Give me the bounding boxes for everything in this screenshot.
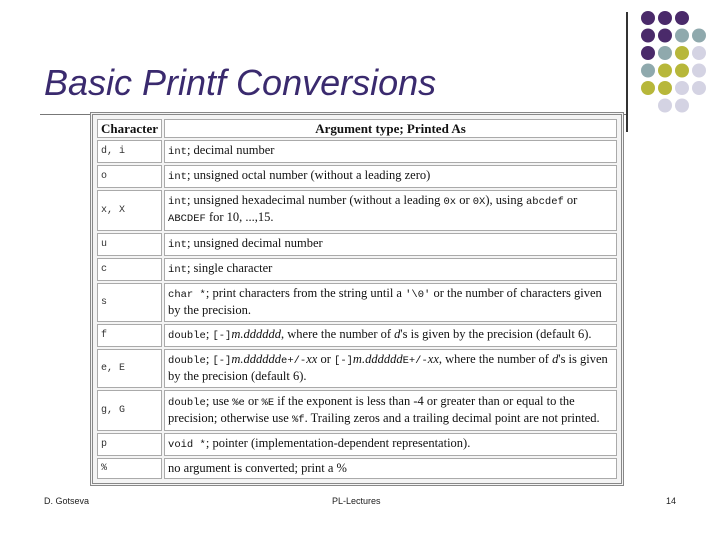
conversion-description <box>164 190 617 231</box>
conversion-character: d, i <box>97 140 162 163</box>
description-segment: or <box>456 193 473 208</box>
description-segment: 's is given by the precision (default 6). <box>168 352 608 384</box>
description-segment: d <box>394 326 401 341</box>
conversion-description <box>164 390 617 431</box>
table-row <box>97 140 617 163</box>
description-segment: ABCDEF <box>168 213 206 226</box>
decorative-dot <box>675 81 689 95</box>
description-segment: ; decimal number <box>186 142 275 157</box>
decorative-dot <box>658 64 672 78</box>
table-header-row <box>97 119 617 138</box>
description-segment: ; single character <box>186 260 273 275</box>
description-segment: , where the number of <box>438 352 553 367</box>
decorative-dot <box>675 64 689 78</box>
table-row <box>97 283 617 322</box>
decorative-dot <box>641 29 655 43</box>
decorative-dot <box>641 64 655 78</box>
description-segment: ; unsigned octal number (without a leading zero) <box>186 167 431 182</box>
conversion-character: % <box>97 458 162 479</box>
page-title: Basic Printf Conversions <box>44 62 437 103</box>
description-segment: if the exponent is less than -4 or greater than or equal to the precision; otherwise use <box>168 393 575 425</box>
footer-course: PL-Lectures <box>332 496 381 506</box>
description-segment: e+/- <box>281 355 307 368</box>
description-segment: double <box>168 329 206 342</box>
table-row <box>97 324 617 347</box>
description-segment: 0X <box>472 196 486 209</box>
decorative-dot <box>675 11 689 25</box>
decorative-dot <box>675 46 689 60</box>
description-segment: [-] <box>334 355 353 368</box>
conversion-description <box>164 233 617 256</box>
column-header-argument-type: Argument type; Printed As <box>164 119 617 138</box>
decorative-dot <box>641 46 655 60</box>
description-segment: int <box>168 170 187 183</box>
description-segment: abcdef <box>525 196 564 209</box>
table-row <box>97 458 617 479</box>
decorative-dot <box>658 99 672 113</box>
description-segment: . Trailing zeros and a trailing decimal point are not printed. <box>304 410 600 425</box>
conversion-description <box>164 324 617 347</box>
description-segment: ), using <box>485 193 526 208</box>
description-segment: , where the number of <box>281 326 395 341</box>
footer-author: D. Gotseva <box>44 496 90 506</box>
conversion-description <box>164 458 617 479</box>
description-segment: %f <box>291 413 305 426</box>
conversion-character: s <box>97 283 162 322</box>
conversion-character: c <box>97 258 162 281</box>
decorative-dot <box>658 11 672 25</box>
description-segment: int <box>168 196 187 209</box>
conversion-character: p <box>97 433 162 456</box>
title-divider-line <box>626 12 628 132</box>
conversion-character: f <box>97 324 162 347</box>
description-segment: or the number of characters given by the precision. <box>168 286 602 318</box>
decorative-dot <box>658 29 672 43</box>
description-segment: m.dddddd <box>231 326 282 341</box>
table-row <box>97 190 617 231</box>
description-segment: 0x <box>443 196 457 209</box>
description-segment: char * <box>168 289 206 302</box>
description-segment: ; pointer (implementation-dependent representation). <box>205 436 471 451</box>
description-segment: ; unsigned decimal number <box>186 236 323 250</box>
description-segment: for 10, ...,15. <box>205 210 274 225</box>
table-row <box>97 390 617 431</box>
description-segment: int <box>168 263 187 276</box>
description-segment: void * <box>168 439 206 452</box>
description-segment: m.dddddd <box>231 352 282 367</box>
conversion-description <box>164 349 617 388</box>
table-row <box>97 349 617 388</box>
decorative-dot <box>641 11 655 25</box>
description-segment: or <box>563 193 578 208</box>
description-segment: m.dddddd <box>352 352 403 367</box>
description-segment: ; unsigned hexadecimal number (without a leading <box>186 193 444 208</box>
description-segment: [-] <box>212 355 232 368</box>
column-header-character: Character <box>97 119 162 138</box>
decorative-dot <box>692 81 706 95</box>
conversion-character: x, X <box>97 190 162 231</box>
table-row <box>97 433 617 456</box>
description-segment: d <box>552 352 559 367</box>
description-segment: '\0' <box>405 289 431 302</box>
conversion-description <box>164 258 617 281</box>
decorative-dot <box>658 81 672 95</box>
conversion-character: u <box>97 233 162 256</box>
description-segment: %e <box>232 396 245 409</box>
description-segment: double <box>168 355 206 368</box>
table-row <box>97 258 617 281</box>
description-segment: xx <box>306 352 318 367</box>
description-segment: int <box>168 239 187 251</box>
description-segment: or <box>317 352 335 367</box>
decorative-dot <box>641 81 655 95</box>
conversion-description <box>164 283 617 322</box>
conversion-character: o <box>97 165 162 188</box>
conversion-character: g, G <box>97 390 162 431</box>
conversion-description <box>164 140 617 163</box>
decorative-dot <box>692 46 706 60</box>
conversion-table <box>90 112 624 486</box>
description-segment: ; use <box>205 393 233 408</box>
conversion-description <box>164 165 617 188</box>
description-segment: ; print characters from the string until a <box>205 286 406 301</box>
description-segment: or <box>244 393 262 408</box>
description-segment: xx <box>427 352 439 367</box>
conversion-character: e, E <box>97 349 162 388</box>
decorative-dot <box>658 46 672 60</box>
footer-page-number: 14 <box>666 496 677 506</box>
description-segment: no argument is converted; print a % <box>168 461 347 476</box>
description-segment: ; <box>205 326 213 341</box>
description-segment: int <box>168 145 187 158</box>
description-segment: ; <box>205 352 213 367</box>
decorative-dot <box>675 99 689 113</box>
description-segment: 's is given by the precision (default 6). <box>400 326 592 341</box>
description-segment: E+/- <box>402 355 428 368</box>
decorative-dot <box>692 64 706 78</box>
description-segment: double <box>168 396 206 409</box>
description-segment: [-] <box>212 329 232 342</box>
description-segment: %E <box>261 396 275 409</box>
table-row <box>97 233 617 256</box>
table-row <box>97 165 617 188</box>
decorative-dot <box>675 29 689 43</box>
conversion-description <box>164 433 617 456</box>
decorative-dot <box>692 29 706 43</box>
